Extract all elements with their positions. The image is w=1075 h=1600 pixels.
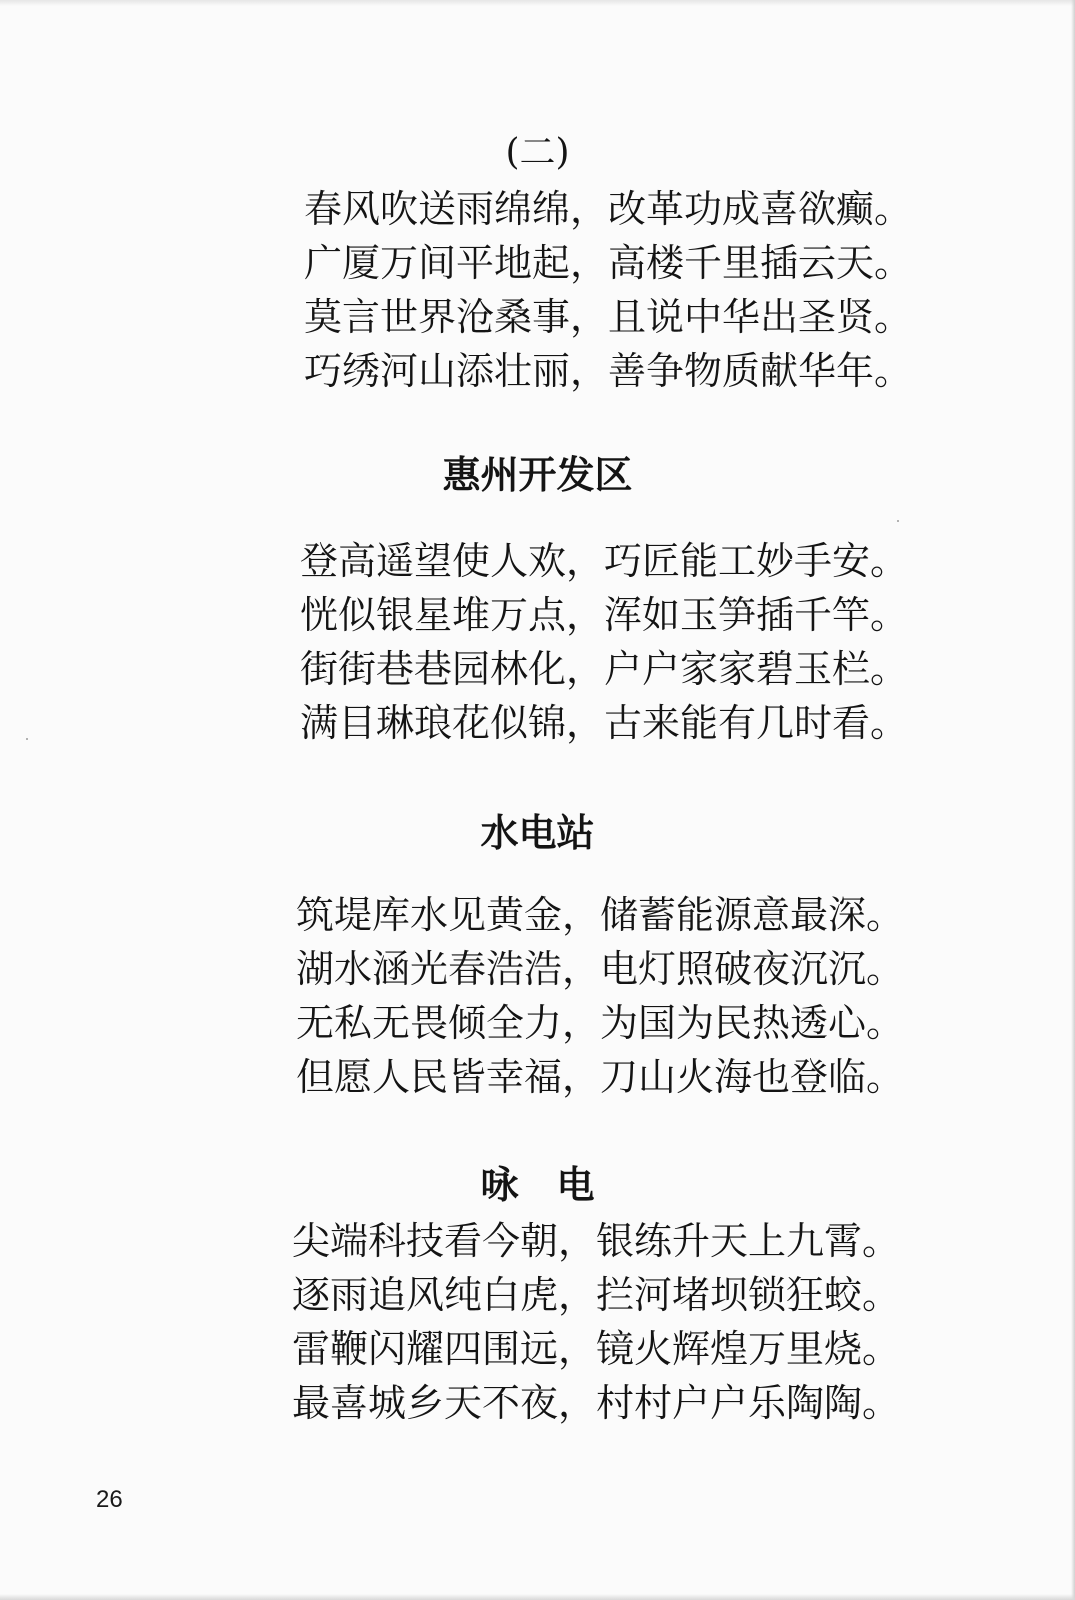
- poem-line: 但愿人民皆幸福，刀山火海也登临。: [296, 1055, 905, 1099]
- page-right-edge: [1071, 0, 1075, 1600]
- page-number: 26: [96, 1486, 123, 1513]
- poem-title: 惠州开发区: [442, 453, 633, 497]
- poem-line: 恍似银星堆万点，浑如玉笋插千竿。: [300, 593, 909, 637]
- scan-speck: [897, 520, 899, 522]
- poem-line: 街街巷巷园林化，户户家家碧玉栏。: [300, 647, 909, 691]
- poem-line: 巧绣河山添壮丽，善争物质献华年。: [304, 349, 913, 393]
- poem-line: 湖水涵光春浩浩，电灯照破夜沉沉。: [296, 947, 905, 991]
- poem-line: 春风吹送雨绵绵，改革功成喜欲癫。: [304, 187, 913, 231]
- scan-speck: [26, 738, 28, 740]
- poem-line: 无私无畏倾全力，为国为民热透心。: [296, 1001, 905, 1045]
- poem-line: 筑堤库水见黄金，储蓄能源意最深。: [296, 893, 905, 937]
- page-top-edge: [0, 0, 1075, 6]
- section-number-heading: (二): [505, 132, 570, 173]
- poem-title: 水电站: [480, 811, 595, 855]
- poem-line: 广厦万间平地起，高楼千里插云天。: [304, 241, 913, 285]
- poem-line: 登高遥望使人欢，巧匠能工妙手安。: [300, 539, 909, 583]
- poem-line: 尖端科技看今朝，银练升天上九霄。: [292, 1219, 901, 1263]
- poem-line: 莫言世界沧桑事，且说中华出圣贤。: [304, 295, 913, 339]
- poem-line: 满目琳琅花似锦，古来能有几时看。: [300, 701, 909, 745]
- poem-title: 咏电: [480, 1163, 633, 1207]
- poem-line: 逐雨追风纯白虎，拦河堵坝锁狂蛟。: [292, 1273, 901, 1317]
- poem-line: 最喜城乡天不夜，村村户户乐陶陶。: [292, 1381, 901, 1425]
- page-bottom-edge: [0, 1594, 1075, 1600]
- poem-line: 雷鞭闪耀四围远，镜火辉煌万里烧。: [292, 1327, 901, 1371]
